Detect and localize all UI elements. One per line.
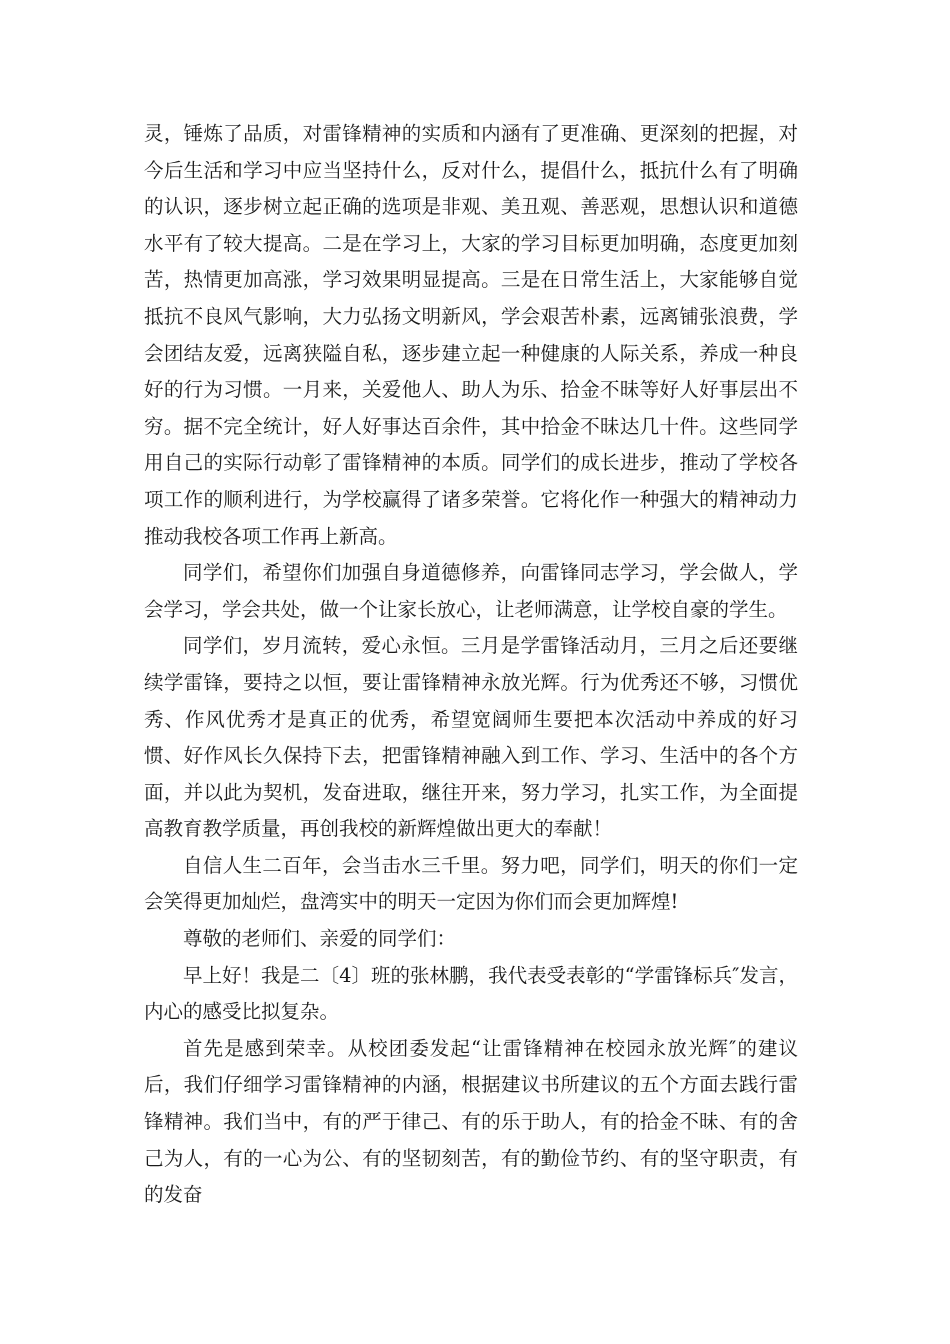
- paragraph-7: 首先是感到荣幸。从校团委发起“让雷锋精神在校园永放光辉″的建议后，我们仔细学习雷锋精神的内涵，根据建议书所建议的五个方面去践行雷锋精神。我们当中，有的严于律己、有的乐于助人，有的拾金不昧、有的舍己为人，有的一心为公、有的坚韧刻苦，有的勤俭节约、有的坚守职责，有的发奋: [144, 1036, 798, 1207]
- paragraph-6: 早上好！我是二〔4〕班的张林鹏，我代表受表彰的“学雷锋标兵″发言，内心的感受比拟复杂。: [144, 963, 798, 1024]
- paragraph-2: 同学们，希望你们加强自身道德修养，向雷锋同志学习，学会做人，学会学习，学会共处，做一个让家长放心，让老师满意，让学校自豪的学生。: [144, 561, 798, 621]
- paragraph-3: 同学们，岁月流转，爱心永恒。三月是学雷锋活动月，三月之后还要继续学雷锋，要持之以恒，要让雷锋精神永放光辉。行为优秀还不够，习惯优秀、作风优秀才是真正的优秀，希望宽阔师生要把本次活动中养成的好习惯、好作风长久保持下去，把雷锋精神融入到工作、学习、生活中的各个方面，并以此为契机，发奋进取，继往开来，努力学习，扎实工作，为全面提高教育教学质量，再创我校的新辉煌做出更大的奉献！: [144, 634, 798, 841]
- paragraph-1: 灵，锤炼了品质，对雷锋精神的实质和内涵有了更准确、更深刻的把握，对今后生活和学习中应当坚持什么，反对什么，提倡什么，抵抗什么有了明确的认识，逐步树立起正确的选项是非观、美丑观、善恶观，思想认识和道德水平有了较大提高。二是在学习上，大家的学习目标更加明确，态度更加刻苦，热情更加高涨，学习效果明显提高。三是在日常生活上，大家能够自觉抵抗不良风气影响，大力弘扬文明新风，学会艰苦朴素，远离铺张浪费，学会团结友爱，远离狭隘自私，逐步建立起一种健康的人际关系，养成一种良好的行为习惯。一月来，关爱他人、助人为乐、拾金不昧等好人好事层出不穷。据不完全统计，好人好事达百余件，其中拾金不昧达几十件。这些同学用自己的实际行动彰了雷锋精神的本质。同学们的成长进步，推动了学校各项工作的顺利进行，为学校赢得了诸多荣誉。它将化作一种强大的精神动力推动我校各项工作再上新高。: [144, 122, 798, 548]
- paragraph-4: 自信人生二百年，会当击水三千里。努力吧，同学们，明天的你们一定会笑得更加灿烂，盘湾实中的明天一定因为你们而会更加辉煌!: [144, 853, 798, 914]
- document-page: [144, 116, 798, 1214]
- salutation: 尊敬的老师们、亲爱的同学们：: [183, 927, 457, 951]
